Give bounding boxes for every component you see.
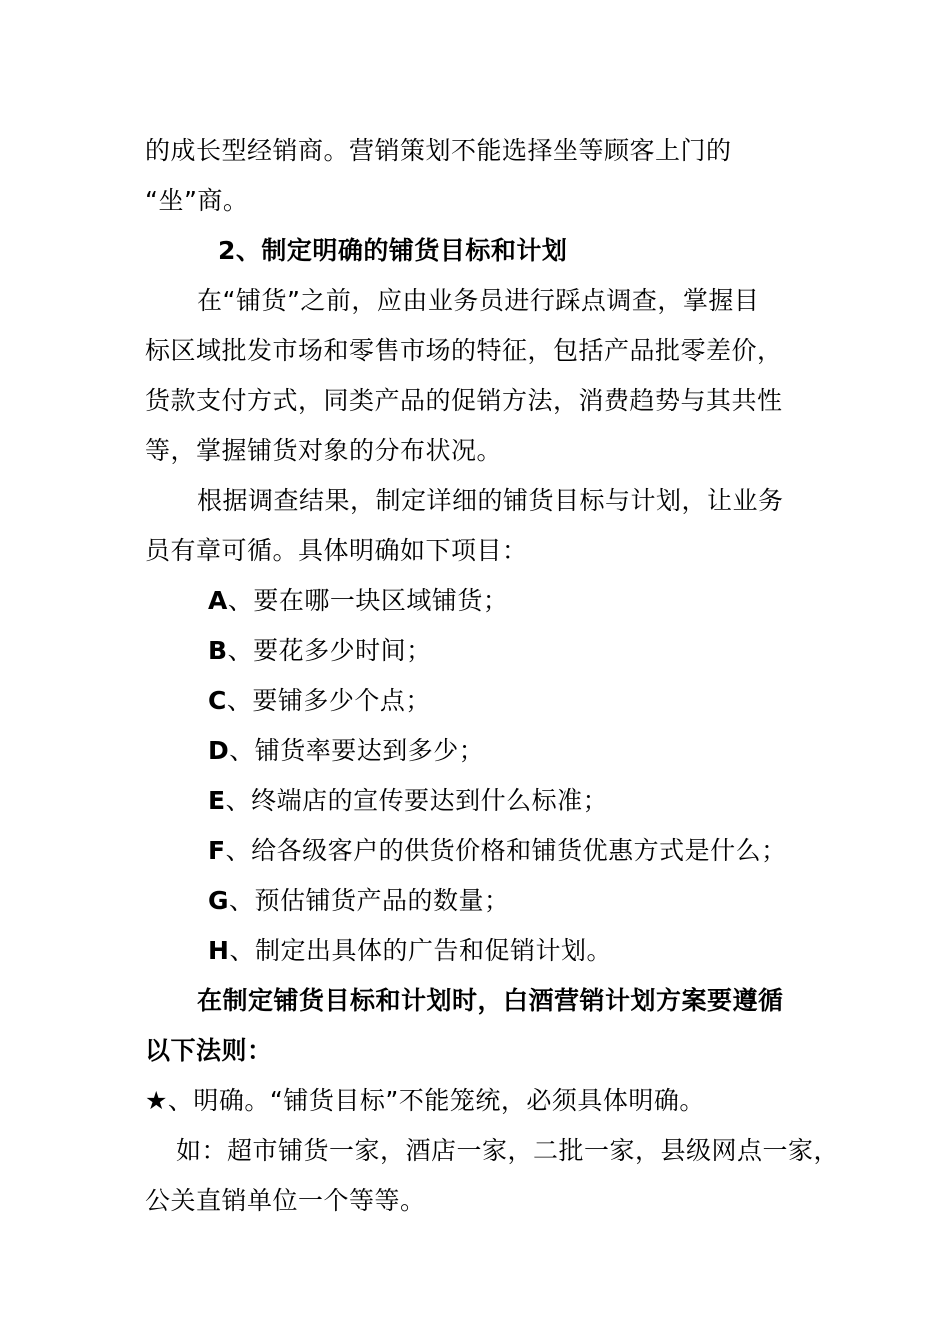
list-item-text: 、终端店的宣传要达到什么标准； — [225, 786, 609, 815]
list-item — [208, 584, 888, 618]
paragraph-line: 的成长型经销商。营销策划不能选择坐等顾客上门的 — [145, 136, 732, 165]
principles-intro: 在制定铺货目标和计划时，白酒营销计划方案要遵循 — [197, 986, 784, 1015]
rule-line: ★、明确。“铺货目标”不能笼统，必须具体明确。 — [145, 1086, 705, 1115]
paragraph-line: 标区域批发市场和零售市场的特征，包括产品批零差价， — [145, 336, 783, 365]
list-item — [208, 784, 888, 818]
paragraph-line: 在“铺货”之前，应由业务员进行踩点调查，掌握目 — [197, 286, 760, 315]
list-item-letter: G — [208, 886, 230, 915]
paragraph-line: 员有章可循。具体明确如下项目： — [145, 536, 528, 565]
list-item-letter: H — [208, 936, 230, 965]
section-heading: 2、制定明确的铺货目标和计划 — [218, 236, 568, 265]
paragraph-line: “坐”商。 — [145, 186, 249, 215]
example-line: 如：超市铺货一家，酒店一家，二批一家，县级网点一家， — [176, 1136, 840, 1165]
list-item — [208, 834, 888, 868]
example-line: 公关直销单位一个等等。 — [145, 1186, 426, 1215]
list-item — [208, 934, 888, 968]
list-item-letter: C — [208, 686, 227, 715]
list-item-text: 、预估铺货产品的数量； — [229, 886, 510, 915]
paragraph-line: 根据调查结果，制定详细的铺货目标与计划，让业务 — [197, 486, 784, 515]
list-item — [208, 734, 888, 768]
list-item — [208, 634, 888, 668]
paragraph-line: 货款支付方式，同类产品的促销方法，消费趋势与其共性 — [145, 386, 783, 415]
list-item-text: 、制定出具体的广告和促销计划。 — [229, 936, 612, 965]
list-item-letter: D — [208, 736, 230, 765]
list-item — [208, 884, 888, 918]
paragraph-line: 等，掌握铺货对象的分布状况。 — [145, 436, 503, 465]
list-item-text: 、要在哪一块区域铺货； — [227, 586, 509, 615]
list-item — [208, 684, 888, 718]
list-item-text: 、铺货率要达到多少； — [229, 736, 485, 765]
list-item-letter: A — [208, 586, 228, 615]
list-item-text: 、要铺多少个点； — [226, 686, 431, 715]
list-item-text: 、给各级客户的供货价格和铺货优惠方式是什么； — [225, 836, 787, 865]
list-item-letter: E — [208, 786, 226, 815]
list-item-text: 、要花多少时间； — [227, 636, 432, 665]
principles-intro: 以下法则： — [145, 1036, 273, 1065]
list-item-letter: B — [208, 636, 228, 665]
list-item-letter: F — [208, 836, 226, 865]
